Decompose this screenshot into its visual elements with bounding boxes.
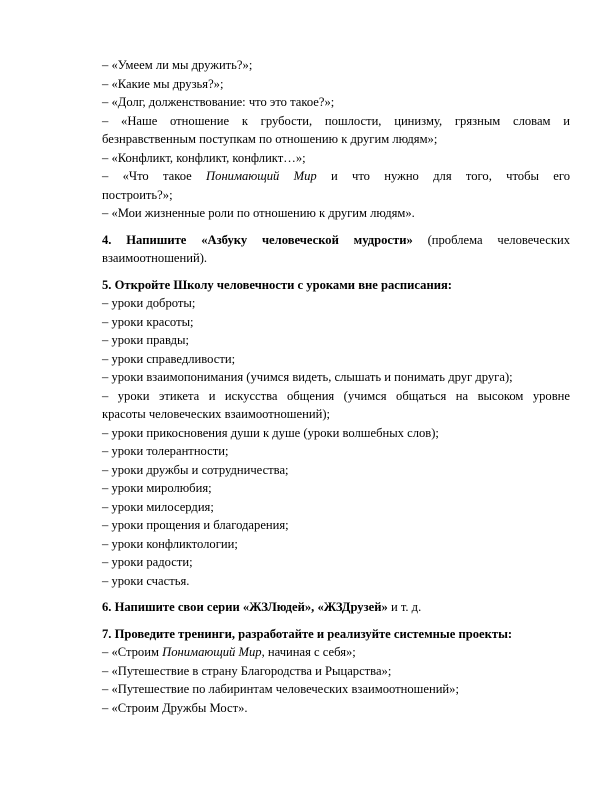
lesson-item: – уроки толерантности;: [102, 444, 229, 458]
lesson-item: – уроки счастья.: [102, 573, 190, 588]
project-item: – «Путешествие по лабиринтам человеческих взаимоотношений»;: [102, 682, 459, 696]
list-item: – «Конфликт, конфликт, конфликт…»;: [102, 150, 306, 165]
list-item: – «Умеем ли мы дружить?»;: [102, 58, 253, 72]
list-item-text: – «Что такое: [102, 169, 207, 183]
list-item: – «Долг, долженствование: что это такое?»;: [102, 95, 335, 109]
section-heading-6: [102, 598, 570, 617]
section-heading-7: 7. Проведите тренинги, разработайте и реализуйте системные проекты:: [102, 626, 513, 641]
lesson-item: – уроки миролюбия;: [102, 481, 212, 495]
project-item: – «Путешествие в страну Благородства и Рыцарства»;: [102, 663, 392, 678]
project-item: [102, 643, 570, 662]
lesson-item: – уроки дружбы и сотрудничества;: [102, 462, 289, 477]
lesson-item: – уроки прикосновения души к душе (уроки волшебных слов);: [102, 425, 439, 440]
project-item-text: – «Строим: [102, 645, 163, 659]
section-heading-bold: 4. Напишите «Азбуку человеческой мудрости»: [102, 232, 413, 247]
lesson-item: – уроки конфликтологии;: [102, 536, 238, 551]
project-item-text: , начиная с себя»;: [261, 645, 356, 659]
lesson-item: – уроки милосердия;: [102, 499, 214, 514]
lesson-item: – уроки прощения и благодарения;: [102, 518, 289, 532]
section-heading-5: 5. Откройте Школу человечности с уроками вне расписания:: [102, 277, 452, 292]
lesson-item: – уроки справедливости;: [102, 351, 236, 366]
lesson-item: – уроки взаимопонимания (учимся видеть, слышать и понимать друг друга);: [102, 370, 513, 384]
project-item-italic-text: Понимающий Мир: [162, 645, 262, 659]
lesson-item: – уроки доброты;: [102, 296, 196, 310]
section-heading-bold: 6. Напишите свои серии «ЖЗЛюдей», «ЖЗДрузей»: [102, 600, 388, 614]
lesson-item-continuation: красоты человеческих взаимоотношений);: [102, 407, 331, 421]
lesson-item: – уроки радости;: [102, 555, 193, 569]
list-item-continuation: безнравственным поступкам по отношению к другим людям»;: [102, 132, 438, 146]
section-heading-text: и т. д.: [387, 600, 422, 614]
list-item-italic-text: Понимающий Мир: [206, 169, 317, 183]
lesson-item: – уроки этикета и искусства общения (учимся общаться на высоком уровне: [102, 388, 570, 403]
list-item: – «Мои жизненные роли по отношению к другим людям».: [102, 206, 415, 220]
section-heading-text: (проблема человеческих: [412, 232, 570, 247]
section-heading-continuation: взаимоотношений).: [102, 251, 208, 265]
list-item: – «Какие мы друзья?»;: [102, 76, 224, 91]
list-item: [102, 167, 570, 186]
project-item: – «Строим Дружбы Мост».: [102, 700, 248, 715]
list-item: – «Наше отношение к грубости, пошлости, цинизму, грязным словам и: [102, 113, 570, 128]
lesson-item: – уроки правды;: [102, 333, 189, 347]
lesson-item: – уроки красоты;: [102, 314, 194, 329]
section-heading-4: [102, 231, 570, 250]
document-page: [102, 56, 570, 717]
list-item-continuation: построить?»;: [102, 187, 173, 202]
list-item-text: и что нужно для того, чтобы его: [316, 169, 570, 183]
